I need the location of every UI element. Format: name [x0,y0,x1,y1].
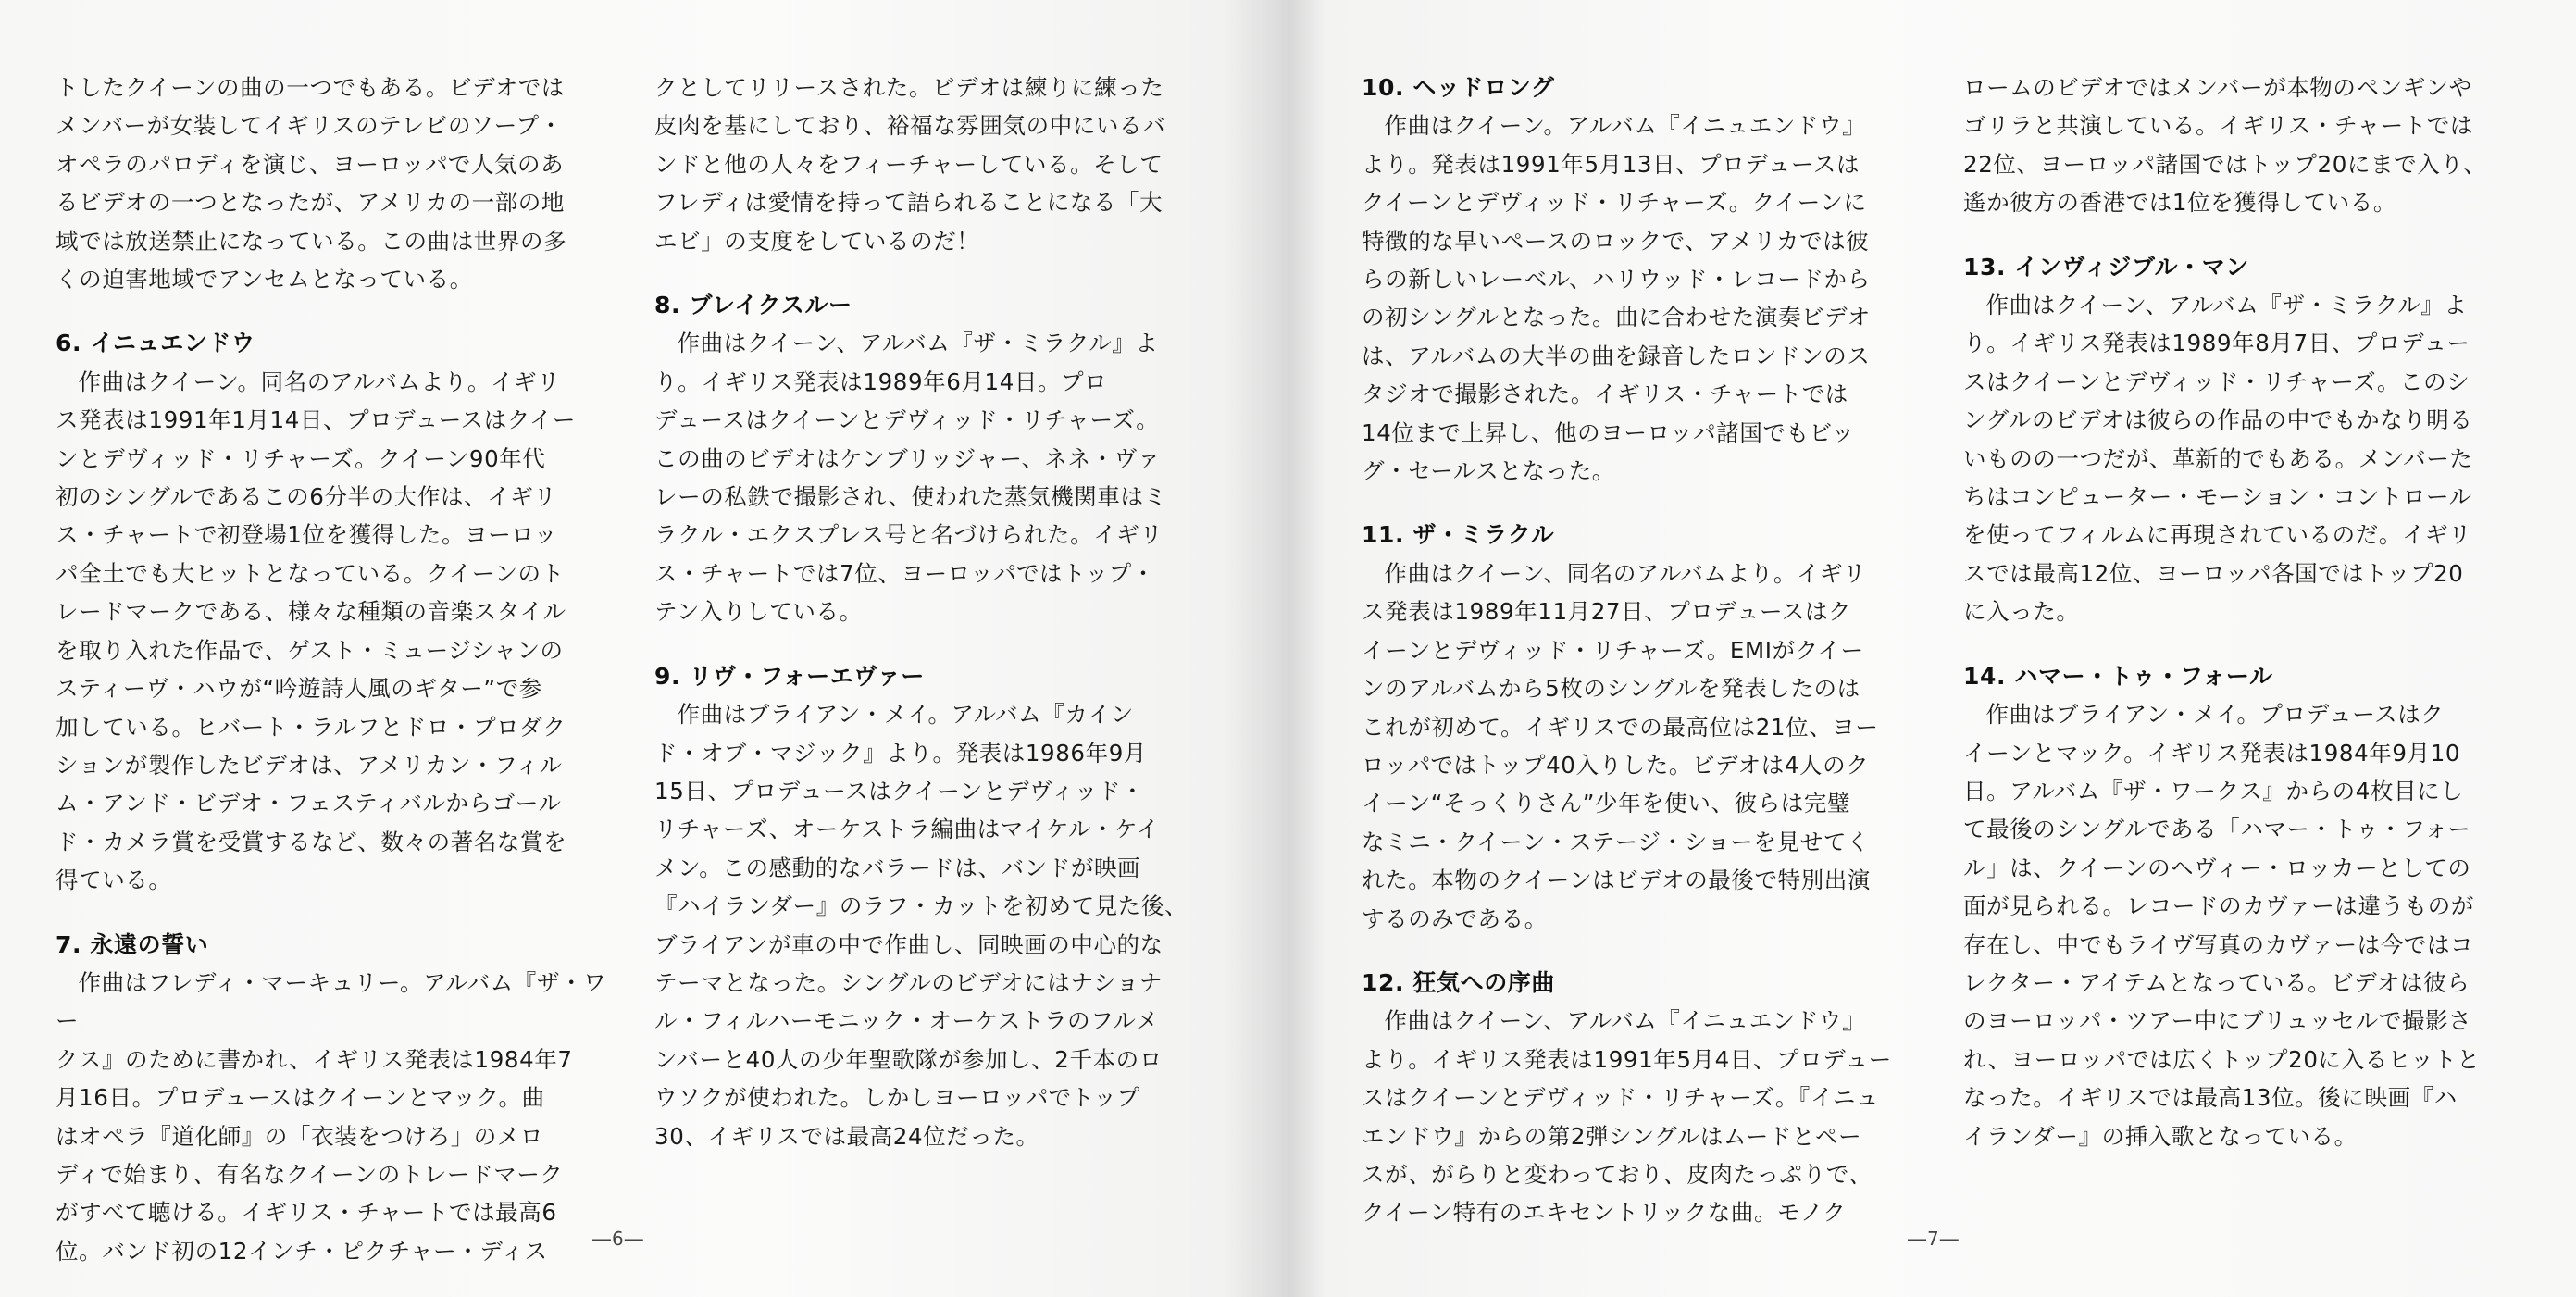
text-line: はオペラ『道化師』の「衣装をつけろ」のメロ [56,1122,544,1150]
text-line: より。発表は1991年5月13日、プロデュースは [1362,150,1860,178]
text-line: 30、イギリスでは最高24位だった。 [654,1122,1039,1150]
text-line: を取り入れた作品で、ゲスト・ミュージシャンの [56,636,564,664]
track-heading-10: 10. ヘッドロング [1362,74,1555,101]
track-description-13 [1963,286,2537,631]
text-line: ム・アンド・ビデオ・フェスティバルからゴール [56,790,562,817]
text-line: トしたクイーンの曲の一つでもある。ビデオでは [56,74,565,101]
track-description-9 [654,695,1210,1155]
text-line: レクター・アイテムとなっている。ビデオは彼ら [1963,968,2470,996]
text-line: 14位まで上昇し、他のヨーロッパ諸国でもビッ [1362,418,1855,446]
text-line: イーンとデヴィッド・リチャーズ。EMIがクイー [1362,636,1864,664]
text-line: イーン“そっくりさん”少年を使い、彼らは完璧 [1362,790,1851,817]
track-description-10 [1362,106,1917,490]
text-line: スティーヴ・ハウが“吟遊詩人風のギター”で参 [56,675,542,703]
text-line: 作曲はクイーン。アルバム『イニュエンドウ』 [1384,112,1866,140]
track-heading-6: 6. イニュエンドウ [56,330,255,357]
text-line: 作曲はクイーン、同名のアルバムより。イギリ [1384,559,1867,587]
right-page-column-2 [1963,69,2537,1155]
text-line: 15日、プロデュースはクイーンとデヴィッド・ [654,777,1145,804]
track-description-6 [56,363,611,900]
text-line: ンドと他の人々をフィーチャーしている。そして [654,150,1164,178]
text-line: この曲のビデオはケンブリッジャー、ネネ・ヴァ [654,444,1161,472]
text-line: 存在し、中でもライヴ写真のカヴァーは今ではコ [1963,930,2474,958]
track-heading-7: 7. 永遠の誓い [56,930,209,958]
text-line: スが、がらりと変わっており、皮肉たっぷりで、 [1362,1160,1873,1188]
text-line: 作曲はクイーン。同名のアルバムより。イギリ [78,368,561,395]
text-line: ド・オブ・マジック』より。発表は1986年9月 [654,739,1148,767]
text-line: 22位、ヨーロッパ諸国ではトップ20にまで入り、 [1963,150,2487,178]
text-line: するのみである。 [1362,904,1548,932]
continued-paragraph [56,69,611,298]
text-line: スでは最高12位、ヨーロッパ各国ではトップ20 [1963,559,2464,587]
text-line: クとしてリリースされた。ビデオは練りに練った [654,74,1164,101]
text-line: くの迫害地域でアンセムとなっている。 [56,266,473,293]
right-page [1288,0,2576,1297]
text-line: の初シングルとなった。曲に合わせた演奏ビデオ [1362,304,1871,331]
text-line: グ・セールスとなった。 [1362,457,1615,485]
text-line: らの新しいレーベル、ハリウッド・レコードから [1362,266,1871,293]
text-line: ロームのビデオではメンバーが本物のペンギンや [1963,74,2472,101]
text-line: ゴリラと共演している。イギリス・チャートでは [1963,112,2473,140]
text-line: パ全土でも大ヒットとなっている。クイーンのト [56,559,565,587]
track-description-11 [1362,555,1917,938]
text-line: 作曲はクイーン、アルバム『イニュエンドウ』 [1384,1007,1866,1035]
text-line: り。イギリス発表は1989年8月7日、プロデュー [1963,330,2470,357]
text-line: に入った。 [1963,598,2080,626]
text-line: なった。イギリスでは最高13位。後に映画『ハ [1963,1084,2458,1112]
text-line: クス』のために書かれ、イギリス発表は1984年7 [56,1045,573,1073]
text-line: ル」は、クイーンのヘヴィー・ロッカーとしての [1963,854,2471,881]
text-line: デュースはクイーンとデヴィッド・リチャーズ。 [654,406,1160,434]
page-number-left: ―6― [592,1228,644,1250]
text-line: いものの一つだが、革新的でもある。メンバーた [1963,444,2473,472]
text-line: ド・カメラ賞を受賞するなど、数々の著名な賞を [56,828,567,855]
text-line: るビデオの一つとなったが、アメリカの一部の地 [56,189,565,217]
text-line: 特徴的な早いペースのロックで、アメリカでは彼 [1362,227,1870,255]
text-line: イランダー』の挿入歌となっている。 [1963,1122,2358,1150]
text-line: れ、ヨーロッパでは広くトップ20に入るヒットと [1963,1045,2481,1073]
text-line: ングルのビデオは彼らの作品の中でもかなり明る [1963,406,2473,434]
text-line: 作曲はブライアン・メイ。プロデュースはク [1985,701,2445,729]
text-line: ウソクが使われた。しかしヨーロッパでトップ [654,1084,1140,1112]
continued-paragraph [1963,69,2537,222]
text-line: ディで始まり、有名なクイーンのトレードマーク [56,1160,564,1188]
text-line: スはクイーンとデヴィッド・リチャーズ。『イニュ [1362,1084,1880,1112]
text-line: クイーンとデヴィッド・リチャーズ。クイーンに [1362,189,1867,217]
text-line: なミニ・クイーン・ステージ・ショーを見せてく [1362,828,1871,855]
text-line: より。イギリス発表は1991年5月4日、プロデュー [1362,1045,1892,1073]
text-line: レーの私鉄で撮影され、使われた蒸気機関車はミ [654,483,1167,511]
text-line: エビ」の支度をしているのだ！ [654,227,980,255]
track-description-14 [1963,695,2537,1155]
text-line: がすべて聴ける。イギリス・チャートでは最高6 [56,1199,557,1227]
left-page-column-2 [654,69,1210,1155]
page-number-right: ―7― [1908,1228,1960,1250]
track-heading-14: 14. ハマー・トゥ・フォール [1963,662,2273,690]
text-line: レードマークである、様々な種類の音楽スタイル [56,598,566,626]
text-line: ちはコンピューター・モーション・コントロール [1963,483,2472,511]
text-line: スはクイーンとデヴィッド・リチャーズ。このシ [1963,368,2470,395]
track-heading-9: 9. リヴ・フォーエヴァー [654,662,925,690]
text-line: テーマとなった。シングルのビデオにはナショナ [654,968,1163,996]
text-line: オペラのパロディを演じ、ヨーロッパで人気のあ [56,150,565,178]
text-line: ンとデヴィッド・リチャーズ。クイーン90年代 [56,444,546,472]
text-line: 日。アルバム『ザ・ワークス』からの4枚目にし [1963,777,2464,804]
track-heading-12: 12. 狂気への序曲 [1362,968,1555,996]
text-line: 面が見られる。レコードのカヴァーは違うものが [1963,892,2474,920]
text-line: これが初めて。イギリスでの最高位は21位、ヨー [1362,713,1879,741]
text-line: は、アルバムの大半の曲を録音したロンドンのス [1362,342,1871,369]
text-line: フレディは愛情を持って語られることになる「大 [654,189,1164,217]
text-line: 作曲はフレディ・マーキュリー。アルバム『ザ・ワー [56,968,607,1035]
text-line: ル・フィルハーモニック・オーケストラのフルメ [654,1007,1159,1035]
text-line: 域では放送禁止になっている。この曲は世界の多 [56,227,567,255]
track-heading-11: 11. ザ・ミラクル [1362,521,1555,549]
text-line: ロッパではトップ40入りした。ビデオは4人のク [1362,751,1870,779]
text-line: ションが製作したビデオは、アメリカン・フィル [56,751,563,779]
right-page-column-1 [1362,69,1917,1232]
text-line: 皮肉を基にしており、裕福な雰囲気の中にいるバ [654,112,1166,140]
text-line: ス発表は1991年1月14日、プロデュースはクイー [56,406,576,434]
text-line: 位。バンド初の12インチ・ピクチャー・ディス [56,1237,548,1265]
text-line: 『ハイランダー』のラフ・カットを初めて見た後、 [654,892,1188,920]
text-line: クイーン特有のエキセントリックな曲。モノク [1362,1199,1847,1227]
text-line: ス発表は1989年11月27日、プロデュースはク [1362,598,1852,626]
text-line: ンバーと40人の少年聖歌隊が参加し、2千本のロ [654,1045,1163,1073]
track-description-8 [654,324,1210,630]
text-line: れた。本物のクイーンはビデオの最後で特別出演 [1362,867,1871,894]
text-line: 初のシングルであるこの6分半の大作は、イギリ [56,483,557,511]
text-line: 遙か彼方の香港では1位を獲得している。 [1963,189,2396,217]
text-line: テン入りしている。 [654,598,863,626]
text-line: て最後のシングルである「ハマー・トゥ・フォー [1963,816,2471,843]
left-page-column-1 [56,69,611,1270]
text-line: エンドウ』からの第2弾シングルはムードとペー [1362,1122,1862,1150]
text-line: メンバーが女装してイギリスのテレビのソープ・ [56,112,563,140]
text-line: 得ている。 [56,867,172,894]
text-line: タジオで撮影された。イギリス・チャートでは [1362,380,1848,408]
text-line: 月16日。プロデュースはクイーンとマック。曲 [56,1084,545,1112]
text-line: 作曲はクイーン、アルバム『ザ・ミラクル』よ [677,330,1159,357]
track-description-12 [1362,1002,1917,1231]
text-line: のヨーロッパ・ツアー中にブリュッセルで撮影さ [1963,1007,2472,1035]
text-line: ス・チャートでは7位、ヨーロッパではトップ・ [654,559,1155,587]
text-line: ブライアンが車の中で作曲し、同映画の中心的な [654,930,1164,958]
text-line: ンのアルバムから5枚のシングルを発表したのは [1362,675,1860,703]
continued-paragraph [654,69,1210,260]
text-line: 加している。ヒバート・ラルフとドロ・プロダク [56,713,566,741]
text-line: ス・チャートで初登場1位を獲得した。ヨーロッ [56,521,558,549]
text-line: リチャーズ、オーケストラ編曲はマイケル・ケイ [654,816,1160,843]
track-description-7 [56,964,611,1270]
text-line: 作曲はブライアン・メイ。アルバム『カイン [677,701,1134,729]
text-line: ラクル・エクスプレス号と名づけられた。イギリ [654,521,1164,549]
text-line: を使ってフィルムに再現されているのだ。イギリ [1963,521,2472,549]
text-line: 作曲はクイーン、アルバム『ザ・ミラクル』よ [1985,292,2468,319]
text-line: イーンとマック。イギリス発表は1984年9月10 [1963,739,2461,767]
track-heading-8: 8. ブレイクスルー [654,292,852,319]
text-line: メン。この感動的なバラードは、バンドが映画 [654,854,1141,881]
track-heading-13: 13. インヴィジブル・マン [1963,253,2249,281]
text-line: り。イギリス発表は1989年6月14日。プロ [654,368,1108,395]
